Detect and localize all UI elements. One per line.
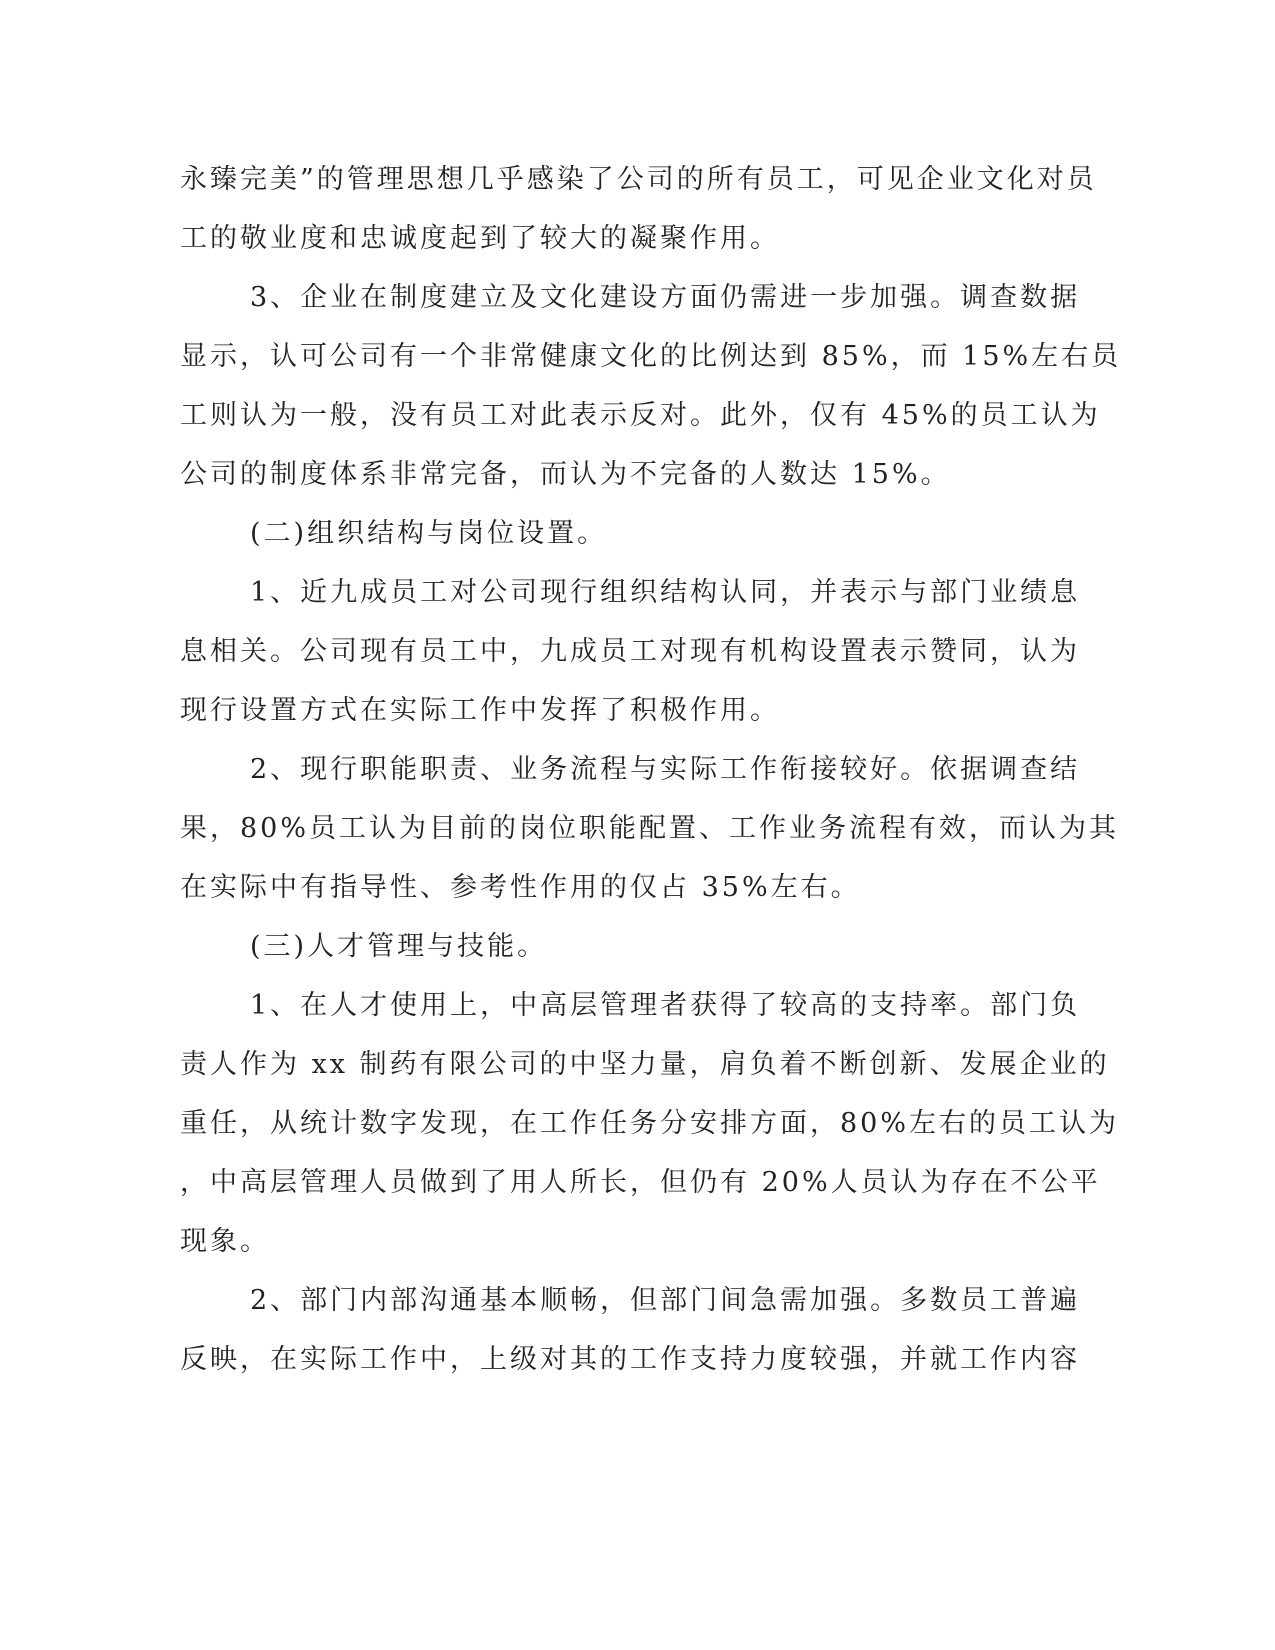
paragraph-first-line: 1、近九成员工对公司现行组织结构认同，并表示与部门业绩息 <box>250 577 1081 608</box>
text-line: ，中高层管理人员做到了用人所长，但仍有 20%人员认为存在不公平 <box>180 1167 1101 1198</box>
text-line: 果，80%员工认为目前的岗位职能配置、工作业务流程有效，而认为其 <box>180 813 1120 844</box>
section-heading: (二)组织结构与岗位设置。 <box>250 518 608 549</box>
text-line: 现行设置方式在实际工作中发挥了积极作用。 <box>180 695 780 726</box>
section-heading: (三)人才管理与技能。 <box>250 931 548 962</box>
text-line: 公司的制度体系非常完备，而认为不完备的人数达 15%。 <box>180 459 951 490</box>
text-line: 显示，认可公司有一个非常健康文化的比例达到 85%，而 15%左右员 <box>180 341 1122 372</box>
text-line: 工的敬业度和忠诚度起到了较大的凝聚作用。 <box>180 223 780 254</box>
paragraph-first-line: 2、部门内部沟通基本顺畅，但部门间急需加强。多数员工普遍 <box>250 1285 1081 1316</box>
text-line: 息相关。公司现有员工中，九成员工对现有机构设置表示赞同，认为 <box>180 636 1080 667</box>
paragraph-first-line: 1、在人才使用上，中高层管理者获得了较高的支持率。部门负 <box>250 990 1081 1021</box>
text-line: 永臻完美”的管理思想几乎感染了公司的所有员工，可见企业文化对员 <box>180 164 1097 195</box>
text-line: 责人作为 xx 制药有限公司的中坚力量，肩负着不断创新、发展企业的 <box>180 1049 1110 1080</box>
text-line: 在实际中有指导性、参考性作用的仅占 35%左右。 <box>180 872 861 903</box>
text-line: 反映，在实际工作中，上级对其的工作支持力度较强，并就工作内容 <box>180 1344 1080 1375</box>
text-line: 重任，从统计数字发现，在工作任务分安排方面，80%左右的员工认为 <box>180 1108 1120 1139</box>
text-line: 现象。 <box>180 1226 270 1257</box>
text-line: 工则认为一般，没有员工对此表示反对。此外，仅有 45%的员工认为 <box>180 400 1101 431</box>
paragraph-first-line: 2、现行职能职责、业务流程与实际工作衔接较好。依据调查结 <box>250 754 1081 785</box>
paragraph-first-line: 3、企业在制度建立及文化建设方面仍需进一步加强。调查数据 <box>250 282 1081 313</box>
